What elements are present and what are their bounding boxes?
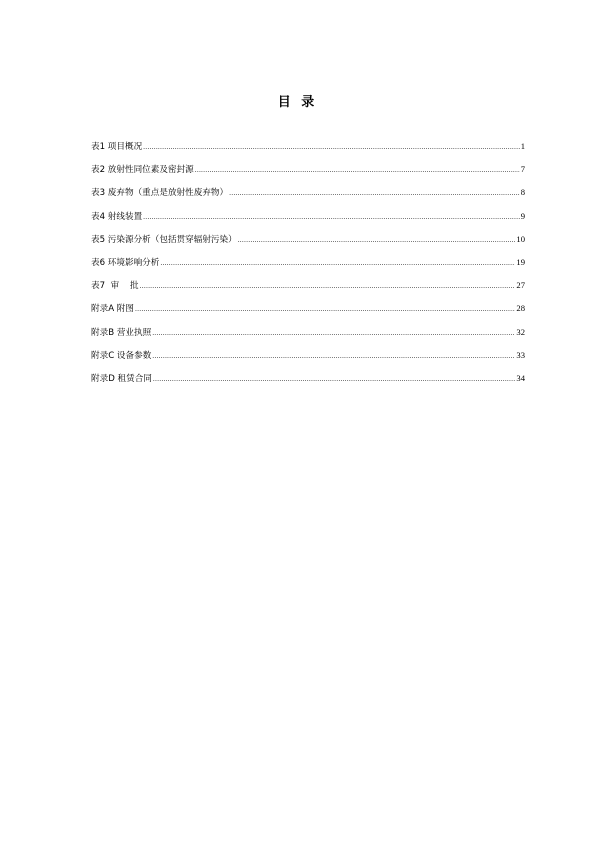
- toc-leader-dots: [140, 278, 516, 295]
- toc-entry-label: 表2 放射性同位素及密封源: [91, 165, 194, 176]
- table-of-contents: [91, 138, 525, 393]
- toc-entry-page: 10: [516, 233, 525, 244]
- toc-entry-page: 32: [516, 326, 525, 337]
- toc-leader-dots: [152, 325, 515, 342]
- toc-entry-label: 附录C 设备参数: [91, 350, 152, 361]
- toc-entry-2[interactable]: [91, 161, 525, 184]
- toc-entry-1[interactable]: [91, 138, 525, 161]
- toc-entry-page: 27: [516, 280, 525, 291]
- toc-entry-page: 28: [516, 303, 525, 314]
- toc-entry-page: 1: [520, 141, 525, 151]
- toc-entry-5[interactable]: [91, 231, 525, 254]
- toc-leader-dots: [143, 139, 520, 156]
- toc-entry-label: 表4 射线装置: [91, 211, 143, 222]
- toc-entry-label: 附录D 租赁合同: [91, 373, 152, 384]
- toc-entry-page: 9: [520, 210, 525, 221]
- toc-entry-6[interactable]: [91, 254, 525, 277]
- toc-leader-dots: [229, 185, 520, 202]
- toc-leader-dots: [153, 371, 515, 388]
- toc-title: 目 录: [277, 95, 318, 110]
- toc-entry-10[interactable]: [91, 347, 525, 370]
- toc-entry-9[interactable]: [91, 324, 525, 347]
- toc-entry-7[interactable]: [91, 277, 525, 300]
- toc-entry-page: 8: [520, 187, 525, 198]
- toc-leader-dots: [135, 301, 515, 318]
- toc-leader-dots: [143, 209, 520, 226]
- toc-entry-page: 7: [520, 164, 525, 175]
- toc-leader-dots: [238, 232, 516, 249]
- toc-entry-label: 表7 审 批: [91, 281, 139, 292]
- toc-leader-dots: [160, 255, 515, 272]
- toc-entry-page: 33: [516, 349, 525, 360]
- toc-entry-label: 附录B 营业执照: [91, 327, 152, 338]
- toc-entry-label: 表1 项目概况: [91, 142, 143, 152]
- toc-entry-4[interactable]: [91, 208, 525, 231]
- toc-entry-3[interactable]: [91, 184, 525, 207]
- toc-leader-dots: [152, 348, 515, 365]
- toc-entry-page: 34: [516, 372, 525, 383]
- toc-entry-8[interactable]: [91, 300, 525, 323]
- toc-entry-label: 表3 废弃物（重点是放射性废弃物）: [91, 188, 229, 199]
- toc-entry-11[interactable]: [91, 370, 525, 393]
- toc-entry-page: 19: [516, 256, 525, 267]
- toc-entry-label: 表6 环境影响分析: [91, 257, 160, 268]
- toc-entry-label: 附录A 附图: [91, 304, 134, 315]
- toc-leader-dots: [195, 162, 520, 179]
- toc-entry-label: 表5 污染源分析（包括贯穿辐射污染）: [91, 234, 237, 245]
